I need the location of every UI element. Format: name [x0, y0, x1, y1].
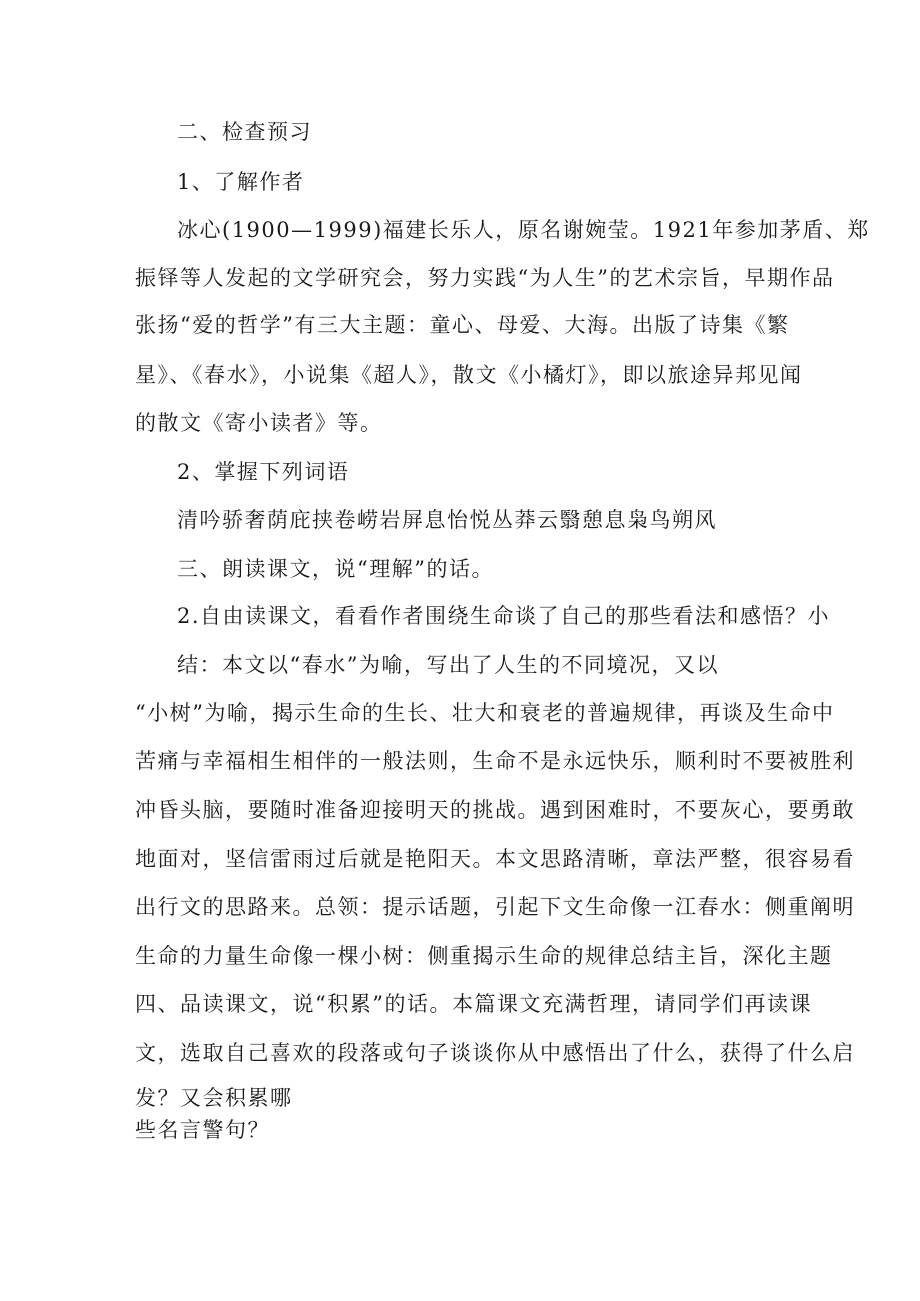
paragraph-line: 振铎等人发起的文学研究会，努力实践“为人生”的艺术宗旨，早期作品	[135, 266, 835, 290]
paragraph-line: 苦痛与幸福相生相伴的一般法则，生命不是永远快乐，顺利时不要被胜利	[135, 749, 855, 773]
paragraph-line: 的散文《寄小读者》等。	[135, 411, 383, 435]
subheading-author: 1、了解作者	[177, 170, 305, 194]
subheading-vocabulary: 2、掌握下列词语	[177, 460, 350, 484]
paragraph-line: 2.自由读课文，看看作者围绕生命谈了自己的那些看法和感悟？小	[177, 604, 831, 628]
paragraph-line: 星》、《春水》，小说集《超人》，散文《小橘灯》，即以旅途异邦见闻	[135, 363, 803, 387]
paragraph-line: “小树”为喻，揭示生命的生长、壮大和衰老的普遍规律，再谈及生命中	[135, 701, 835, 725]
paragraph-line: 冲昏头脑，要随时准备迎接明天的挑战。遇到困难时，不要灰心，要勇敢	[135, 798, 855, 822]
paragraph-line: 结：本文以“春水”为喻，写出了人生的不同境况，又以	[177, 653, 719, 677]
paragraph-line: 生命的力量生命像一棵小树：侧重揭示生命的规律总结主旨，深化主题	[135, 944, 833, 968]
paragraph-line: 文，选取自己喜欢的段落或句子谈谈你从中感悟出了什么，获得了什么启	[135, 1041, 855, 1065]
heading-read-aloud: 三、朗读课文，说“理解”的话。	[177, 557, 494, 581]
vocabulary-list: 清吟骄奢荫庇挟卷崂岩屏息怡悦丛莽云翳憩息枭鸟朔风	[177, 508, 717, 532]
paragraph-line: 冰心(1900—1999)福建长乐人，原名谢婉莹。1921年参加茅盾、郑	[177, 218, 870, 242]
heading-check-preview: 二、检查预习	[177, 120, 312, 144]
paragraph-line: 发？又会积累哪	[135, 1086, 293, 1110]
paragraph-line: 些名言警句？	[135, 1118, 270, 1142]
paragraph-line: 地面对，坚信雷雨过后就是艳阳天。本文思路清晰，章法严整，很容易看	[135, 847, 855, 871]
paragraph-line: 出行文的思路来。总领：提示话题，引起下文生命像一江春水：侧重阐明	[135, 895, 855, 919]
heading-accumulate: 四、品读课文，说“积累”的话。本篇课文充满哲理，请同学们再读课	[135, 992, 812, 1016]
paragraph-line: 张扬“爱的哲学”有三大主题：童心、母爱、大海。出版了诗集《繁	[135, 313, 790, 337]
